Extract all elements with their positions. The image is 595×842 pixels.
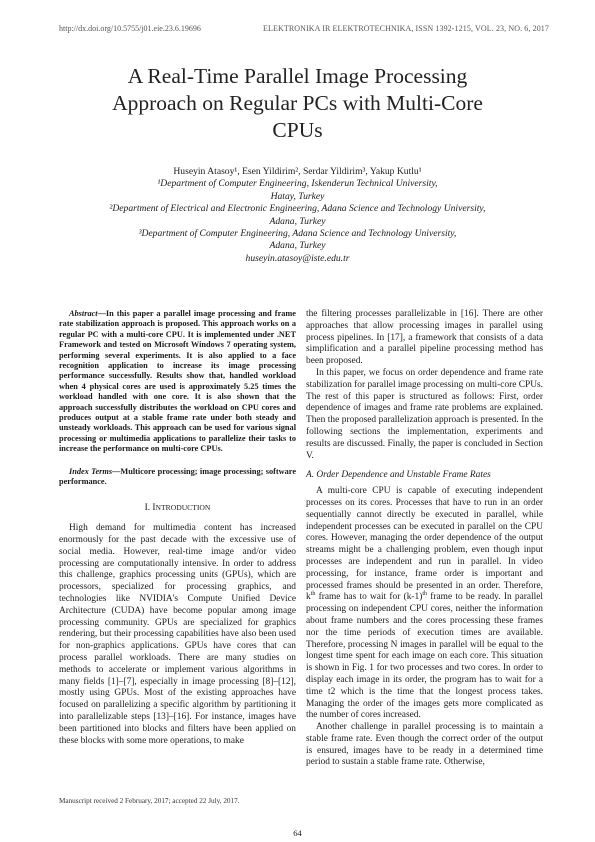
title-line-3: CPUs (272, 118, 323, 142)
subsection-heading-a: A. Order Dependence and Unstable Frame Rates (306, 470, 491, 481)
journal-header: ELEKTRONIKA IR ELEKTROTECHNIKA, ISSN 1392-1215, VOL. 23, NO. 6, 2017 (263, 24, 549, 33)
doi-header[interactable]: http://dx.doi.org/10.5755/j01.eie.23.6.19696 (59, 24, 201, 33)
section-title-initial: I (152, 502, 156, 513)
section-number: I. (144, 502, 151, 513)
section-heading-introduction (59, 502, 296, 515)
index-terms (59, 467, 296, 488)
body-paragraph-3-part-a: A multi-core CPU is capable of executing independent processes on its cores. Processes that have to run in an order sequentially cannot directly be executed in parallel, while independent processes can be executed in parallel on the CPU cores. However, managing the order dependence of the output streams might be a challenging problem, even though input processes are independent and run in parallel. In video processing, for instance, frame order is important and processed frames should be presented in an order. Therefore, k (306, 486, 543, 603)
author-email[interactable]: huseyin.atasoy@iste.edu.tr (245, 252, 350, 264)
affiliation-3b: Adana, Turkey (269, 240, 326, 252)
affiliation-3a: ³Department of Computer Engineering, Adana Science and Technology University, (138, 228, 457, 240)
superscript-th-1: th (310, 591, 316, 598)
body-paragraph-3-part-c: frame to be ready. In parallel processing on independent CPU cores, neither the information about frame numbers and the cores processing these frames nor the time periods of execution times are available. Therefore, processing N images in parallel will be equal to the longest time spent for each image on each core. This situation is shown in Fig. 1 for two processes and two cores. In order to display each image in its order, the program has to wait for a time t2 which is the time that the longest process takes. Managing the order of the images gets more complicated as the number of cores increased. (306, 592, 543, 721)
abstract-text: —In this paper a parallel image processing and frame rate stabilization approach is proposed. This approach works on a regular PC with a multi-core CPU. It is implemented under .NET Framework and tested on Microsoft Windows 7 operating system, performing several experiments. It is also applied to a face recognition application to increase its image processing performance successfully. Results show that, handled workload when 4 physical cores are used is approximately 5.25 times the workload handled with one core. It is also shown that the approach successfully distributes the workload on CPU cores and produces output at a stable frame rate under both steady and unsteady workloads. This approach can be used for various signal processing or multimedia applications to parallelize their tasks to increase the performance on multi-core CPUs. (59, 309, 296, 454)
manuscript-footnote: Manuscript received 2 February, 2017; accepted 22 July, 2017. (59, 797, 240, 805)
affiliation-1b: Hatay, Turkey (270, 190, 325, 202)
title-line-2: Approach on Regular PCs with Multi-Core (112, 91, 483, 115)
body-paragraph-2: In this paper, we focus on order dependence and frame rate stabilization for parallel image processing on multi-core CPUs. The rest of this paper is structured as follows: First, order dependence of images and frame rate problems are explained. Then the proposed parallelization approach is presented. In the following sections the implementation, experiments and results are discussed. Finally, the paper is concluded in Section V. (306, 367, 543, 461)
author-block (0, 166, 595, 265)
abstract-label: Abstract (69, 309, 98, 318)
affiliation-2b: Adana, Turkey (269, 215, 326, 227)
intro-paragraph-1: High demand for multimedia content has increased enormously for the past decade with the excessive use of social media. However, real-time image and/or video processing are computationally intensive. In order to address this challenge, graphics processing units (GPUs), which are processors, specialized for processing graphics, and technologies like NVIDIA's Compute Unified Device Architecture (CUDA) have become popular among image processing community. GPUs are specialized for graphics rendering, but their processing capabilities have also been used for non-graphics applications. GPUs have cores that can process parallel workloads. There are many studies on methods to accelerate or implement various algorithms in many fields [1]–[7], especially in image processing [8]–[12], mostly using GPUs. Most of the existing approaches have focused on parallelizing a specific algorithm by partitioning it into parallelizable steps [13]–[16]. For instance, images have been partitioned into blocks and filters have been applied on these blocks with some more operations, to make (59, 523, 296, 746)
body-paragraph-3 (306, 486, 543, 722)
author-names: Huseyin Atasoy¹, Esen Yildirim², Serdar Yildirim³, Yakup Kutlu¹ (173, 166, 422, 177)
right-column (306, 309, 543, 769)
superscript-th-2: th (422, 591, 428, 598)
left-column (59, 309, 296, 747)
index-terms-text: —Multicore processing; image processing; software performance. (59, 466, 297, 487)
paper-title (0, 63, 595, 144)
body-paragraph-continued: the filtering processes parallelizable in [16]. There are other approaches that allow processing images in parallel using process pipelines. In [17], a framework that consists of a data simplification and a parallel pipeline processing method has been proposed. (306, 309, 543, 367)
body-paragraph-4: Another challenge in parallel processing is to maintain a stable frame rate. Even though the correct order of the output is ensured, images have to be ready in a determined time period to sustain a stable frame rate. Otherwise, (306, 722, 543, 768)
affiliation-2a: ²Department of Electrical and Electronic Engineering, Adana Science and Technology University, (109, 203, 486, 215)
affiliation-1a: ¹Department of Computer Engineering, Iskenderun Technical University, (157, 178, 438, 190)
section-title-rest: NTRODUCTION (155, 502, 211, 512)
index-terms-label: Index Terms (69, 466, 113, 476)
body-paragraph-3-part-b: frame has to wait for (k-1) (315, 592, 423, 603)
title-line-1: A Real-Time Parallel Image Processing (127, 64, 468, 88)
abstract (59, 309, 296, 455)
page-number: 64 (293, 828, 302, 838)
